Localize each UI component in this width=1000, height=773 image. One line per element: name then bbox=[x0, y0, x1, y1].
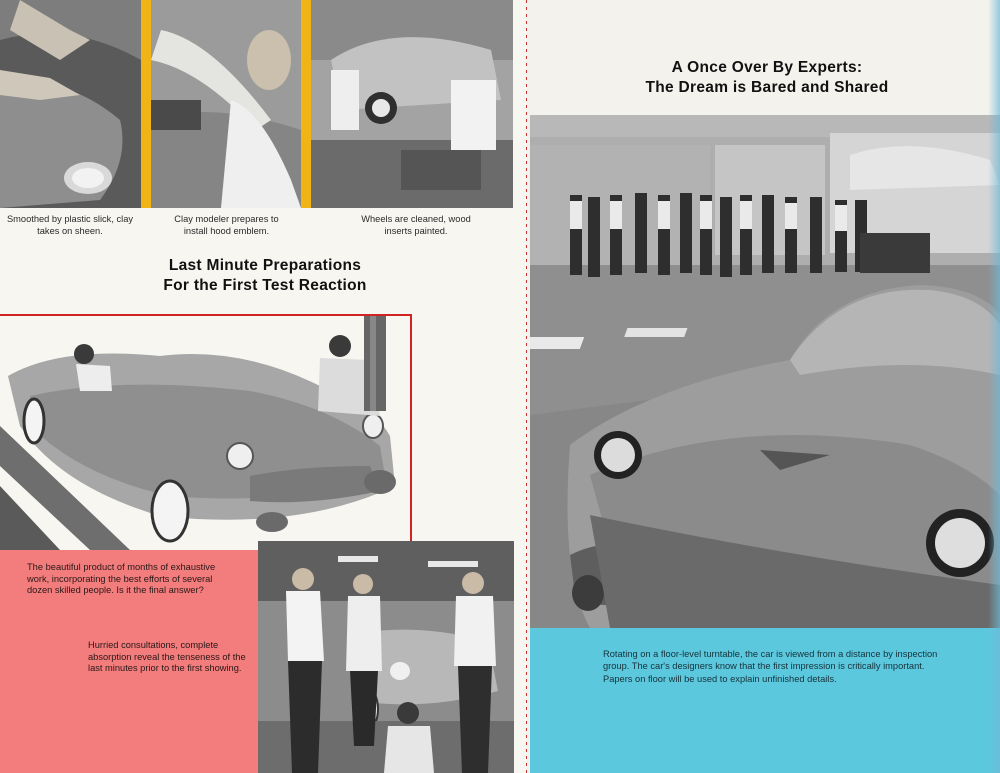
pink-paragraph-2: Hurried consultations, complete absorption reveal the tenseness of the last minutes prior to the first showing. bbox=[88, 640, 246, 674]
photo-convertible-model bbox=[0, 316, 410, 550]
photo-smoothing-clay bbox=[0, 0, 141, 208]
headline-preparations-line2: For the First Test Reaction bbox=[163, 277, 367, 294]
blue-caption-panel bbox=[530, 628, 1000, 773]
page-edge-stain bbox=[988, 0, 1000, 773]
headline-experts-line1: A Once Over By Experts: bbox=[671, 59, 863, 76]
pink-paragraph-1: The beautiful product of months of exhaustive work, incorporating the best efforts of several dozen skilled people. Is it the final answer? bbox=[27, 562, 216, 596]
photo-hood-emblem bbox=[151, 0, 301, 208]
yellow-divider-1 bbox=[141, 0, 151, 208]
headline-experts-line2: The Dream is Bared and Shared bbox=[645, 79, 889, 96]
headline-experts bbox=[567, 58, 967, 98]
photo-consultation bbox=[258, 541, 514, 773]
photo-wheels-cleaned bbox=[311, 0, 513, 208]
photo-inspection-group bbox=[530, 115, 1000, 628]
headline-preparations-line1: Last Minute Preparations bbox=[168, 257, 362, 274]
yellow-divider-2 bbox=[301, 0, 311, 208]
headline-preparations bbox=[100, 256, 430, 296]
caption-wheels: Wheels are cleaned, wood inserts painted. bbox=[361, 214, 471, 236]
caption-smoothing: Smoothed by plastic slick, clay takes on sheen. bbox=[6, 214, 134, 236]
caption-emblem: Clay modeler prepares to install hood emblem. bbox=[174, 214, 279, 236]
right-page bbox=[527, 0, 1000, 773]
blue-caption-text: Rotating on a floor-level turntable, the car is viewed from a distance by inspection group. The car's designers know that the first impression is critically important. Papers on floor will be used to explain unfinished details. bbox=[603, 649, 938, 684]
pink-text-panel bbox=[0, 550, 258, 773]
